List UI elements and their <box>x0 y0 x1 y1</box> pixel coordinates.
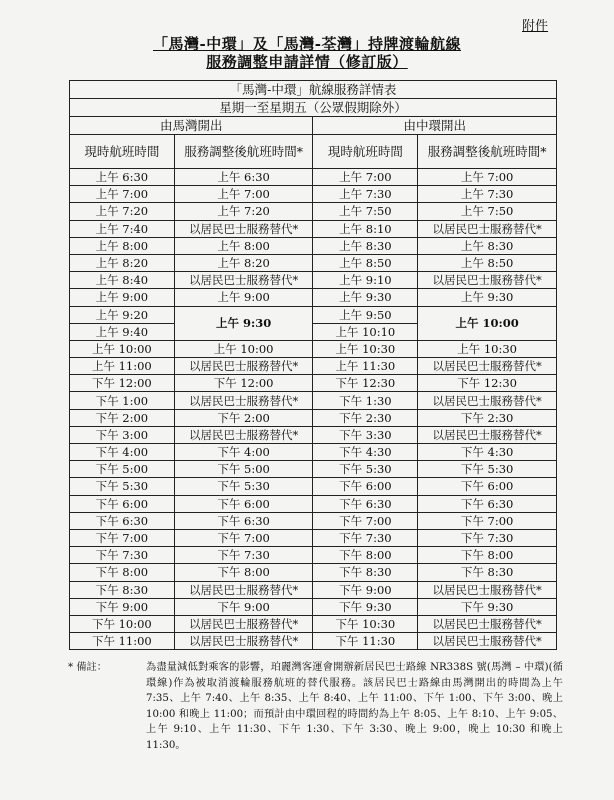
current-time-central: 下午 7:30 <box>313 529 418 546</box>
adjusted-time-mawan: 以居民巴士服務替代* <box>174 581 313 598</box>
adjusted-time-mawan: 上午 10:00 <box>174 340 313 357</box>
current-time-mawan: 上午 6:30 <box>70 169 175 186</box>
adjusted-time-mawan: 上午 9:30 <box>174 306 313 340</box>
adjusted-time-mawan: 下午 5:30 <box>174 478 313 495</box>
current-time-mawan: 下午 6:00 <box>70 495 175 512</box>
current-time-mawan: 下午 1:00 <box>70 392 175 409</box>
current-time-central: 下午 3:30 <box>313 426 418 443</box>
table-row <box>70 169 557 186</box>
notes-text: 為盡量減低對乘客的影響，珀麗灣客運會開辦新居民巴士路線 NR338S 號(馬灣 – 中環)(循環線)作為被取消渡輪服務航班的替代服務。該居民巴士路線由馬灣開出的時間為上午 7:35、上午 7:40、上午 8:35、上午 8:40、上午 11:00、下午 1:00、下午 3:00、晚上 10:00 和晚上 11:00；而預計由中環回程的時間約為上午 8:05、上午 8:10、上午 9:05、上午 9:10、上午 11:30、下午 1:30、下午 3:30、晚上 9:00，晚上 10:30 和晚上 11:30。 <box>146 662 563 751</box>
col-current-mawan: 現時航班時間 <box>70 135 175 169</box>
current-time-central: 上午 8:30 <box>313 237 418 254</box>
table-row <box>70 340 557 357</box>
current-time-mawan: 下午 3:00 <box>70 426 175 443</box>
table-caption: 「馬灣-中環」航線服務詳情表 <box>70 81 557 99</box>
current-time-central: 上午 10:10 <box>313 323 418 340</box>
table-row <box>70 495 557 512</box>
current-time-central: 下午 9:30 <box>313 598 418 615</box>
current-time-mawan: 上午 7:00 <box>70 186 175 203</box>
table-row <box>70 409 557 426</box>
current-time-central: 上午 7:30 <box>313 186 418 203</box>
adjusted-time-central: 以居民巴士服務替代* <box>418 358 557 375</box>
table-row <box>70 633 557 650</box>
current-time-mawan: 下午 6:30 <box>70 512 175 529</box>
current-time-mawan: 下午 4:00 <box>70 444 175 461</box>
current-time-mawan: 上午 9:20 <box>70 306 175 323</box>
adjusted-time-central: 以居民巴士服務替代* <box>418 220 557 237</box>
adjusted-time-central: 以居民巴士服務替代* <box>418 615 557 632</box>
adjusted-time-mawan: 下午 6:00 <box>174 495 313 512</box>
adjusted-time-mawan: 以居民巴士服務替代* <box>174 392 313 409</box>
current-time-central: 下午 8:00 <box>313 547 418 564</box>
current-time-central: 下午 1:30 <box>313 392 418 409</box>
current-time-mawan: 上午 7:20 <box>70 203 175 220</box>
adjusted-time-central: 上午 7:00 <box>418 169 557 186</box>
ferry-schedule-table <box>69 80 557 650</box>
adjusted-time-central: 上午 7:50 <box>418 203 557 220</box>
adjusted-time-central: 下午 8:30 <box>418 564 557 581</box>
current-time-mawan: 上午 9:00 <box>70 289 175 306</box>
table-row <box>70 186 557 203</box>
adjusted-time-central: 上午 7:30 <box>418 186 557 203</box>
col-current-central: 現時航班時間 <box>313 135 418 169</box>
current-time-mawan: 下午 8:30 <box>70 581 175 598</box>
adjusted-time-mawan: 以居民巴士服務替代* <box>174 220 313 237</box>
current-time-mawan: 上午 8:00 <box>70 237 175 254</box>
from-central-header: 由中環開出 <box>313 117 557 135</box>
current-time-mawan: 下午 5:30 <box>70 478 175 495</box>
current-time-mawan: 上午 10:00 <box>70 340 175 357</box>
table-row <box>70 237 557 254</box>
adjusted-time-central: 上午 9:30 <box>418 289 557 306</box>
adjusted-time-mawan: 上午 8:00 <box>174 237 313 254</box>
adjusted-time-mawan: 下午 6:30 <box>174 512 313 529</box>
notes-label: * 備註： <box>68 662 107 673</box>
adjusted-time-central: 下午 4:30 <box>418 444 557 461</box>
adjusted-time-central: 以居民巴士服務替代* <box>418 633 557 650</box>
adjusted-time-mawan: 上午 6:30 <box>174 169 313 186</box>
current-time-central: 上午 9:30 <box>313 289 418 306</box>
adjusted-time-central: 下午 7:00 <box>418 512 557 529</box>
current-time-central: 上午 11:30 <box>313 358 418 375</box>
adjusted-time-mawan: 下午 5:00 <box>174 461 313 478</box>
document-title: 「馬灣-中環」及「馬灣-荃灣」持牌渡輪航線 <box>153 35 461 53</box>
adjusted-time-central: 下午 7:30 <box>418 529 557 546</box>
table-row <box>70 512 557 529</box>
adjusted-time-mawan: 下午 2:00 <box>174 409 313 426</box>
adjusted-time-central: 上午 8:50 <box>418 254 557 271</box>
current-time-mawan: 下午 8:00 <box>70 564 175 581</box>
table-row <box>70 306 557 323</box>
adjusted-time-mawan: 下午 12:00 <box>174 375 313 392</box>
document-subtitle: 服務調整申請詳情（修訂版） <box>206 53 408 71</box>
current-time-central: 下午 12:30 <box>313 375 418 392</box>
adjusted-time-central: 上午 10:30 <box>418 340 557 357</box>
table-row <box>70 581 557 598</box>
current-time-central: 上午 10:30 <box>313 340 418 357</box>
adjusted-time-central: 下午 8:00 <box>418 547 557 564</box>
table-row <box>70 272 557 289</box>
adjusted-time-mawan: 下午 4:00 <box>174 444 313 461</box>
adjusted-time-mawan: 下午 7:00 <box>174 529 313 546</box>
table-row <box>70 289 557 306</box>
current-time-central: 下午 8:30 <box>313 564 418 581</box>
adjusted-time-mawan: 下午 8:00 <box>174 564 313 581</box>
adjusted-time-central: 下午 6:30 <box>418 495 557 512</box>
table-row <box>70 254 557 271</box>
table-row <box>70 375 557 392</box>
adjusted-time-mawan: 以居民巴士服務替代* <box>174 615 313 632</box>
table-row <box>70 426 557 443</box>
current-time-mawan: 上午 7:40 <box>70 220 175 237</box>
current-time-mawan: 下午 7:00 <box>70 529 175 546</box>
current-time-central: 上午 9:10 <box>313 272 418 289</box>
table-row <box>70 478 557 495</box>
current-time-mawan: 上午 11:00 <box>70 358 175 375</box>
adjusted-time-central: 下午 5:30 <box>418 461 557 478</box>
adjusted-time-mawan: 下午 7:30 <box>174 547 313 564</box>
adjusted-time-mawan: 上午 7:00 <box>174 186 313 203</box>
current-time-central: 上午 8:50 <box>313 254 418 271</box>
table-row <box>70 547 557 564</box>
current-time-central: 下午 2:30 <box>313 409 418 426</box>
col-adjusted-central: 服務調整後航班時間* <box>418 135 557 169</box>
adjusted-time-central: 上午 8:30 <box>418 237 557 254</box>
current-time-mawan: 上午 8:20 <box>70 254 175 271</box>
current-time-mawan: 下午 2:00 <box>70 409 175 426</box>
adjusted-time-central: 以居民巴士服務替代* <box>418 272 557 289</box>
current-time-mawan: 下午 9:00 <box>70 598 175 615</box>
current-time-central: 下午 10:30 <box>313 615 418 632</box>
current-time-mawan: 下午 12:00 <box>70 375 175 392</box>
current-time-mawan: 下午 10:00 <box>70 615 175 632</box>
adjusted-time-mawan: 上午 7:20 <box>174 203 313 220</box>
current-time-central: 下午 7:00 <box>313 512 418 529</box>
adjusted-time-mawan: 以居民巴士服務替代* <box>174 358 313 375</box>
col-adjusted-mawan: 服務調整後航班時間* <box>174 135 313 169</box>
adjusted-time-mawan: 下午 9:00 <box>174 598 313 615</box>
current-time-central: 下午 4:30 <box>313 444 418 461</box>
current-time-central: 上午 7:00 <box>313 169 418 186</box>
adjusted-time-central: 下午 6:00 <box>418 478 557 495</box>
from-mawan-header: 由馬灣開出 <box>70 117 313 135</box>
adjusted-time-mawan: 以居民巴士服務替代* <box>174 426 313 443</box>
table-row <box>70 461 557 478</box>
adjusted-time-central: 以居民巴士服務替代* <box>418 392 557 409</box>
current-time-central: 下午 9:00 <box>313 581 418 598</box>
table-row <box>70 392 557 409</box>
table-row <box>70 598 557 615</box>
current-time-central: 下午 5:30 <box>313 461 418 478</box>
adjusted-time-mawan: 以居民巴士服務替代* <box>174 633 313 650</box>
current-time-central: 下午 6:30 <box>313 495 418 512</box>
adjusted-time-mawan: 上午 8:20 <box>174 254 313 271</box>
attachment-label: 附件 <box>522 19 549 34</box>
current-time-central: 上午 9:50 <box>313 306 418 323</box>
table-row <box>70 615 557 632</box>
table-row <box>70 564 557 581</box>
adjusted-time-central: 下午 12:30 <box>418 375 557 392</box>
notes-section <box>68 660 563 753</box>
adjusted-time-central: 下午 9:30 <box>418 598 557 615</box>
current-time-central: 上午 8:10 <box>313 220 418 237</box>
table-row <box>70 444 557 461</box>
current-time-mawan: 下午 7:30 <box>70 547 175 564</box>
adjusted-time-mawan: 上午 9:00 <box>174 289 313 306</box>
adjusted-time-central: 以居民巴士服務替代* <box>418 581 557 598</box>
current-time-mawan: 上午 8:40 <box>70 272 175 289</box>
adjusted-time-central: 上午 10:00 <box>418 306 557 340</box>
table-row <box>70 358 557 375</box>
adjusted-time-central: 下午 2:30 <box>418 409 557 426</box>
adjusted-time-mawan: 以居民巴士服務替代* <box>174 272 313 289</box>
current-time-central: 下午 6:00 <box>313 478 418 495</box>
adjusted-time-central: 以居民巴士服務替代* <box>418 426 557 443</box>
table-row <box>70 529 557 546</box>
current-time-mawan: 下午 11:00 <box>70 633 175 650</box>
current-time-central: 下午 11:30 <box>313 633 418 650</box>
table-row <box>70 203 557 220</box>
table-period: 星期一至星期五（公眾假期除外） <box>70 99 557 117</box>
current-time-central: 上午 7:50 <box>313 203 418 220</box>
current-time-mawan: 下午 5:00 <box>70 461 175 478</box>
table-row <box>70 220 557 237</box>
current-time-mawan: 上午 9:40 <box>70 323 175 340</box>
